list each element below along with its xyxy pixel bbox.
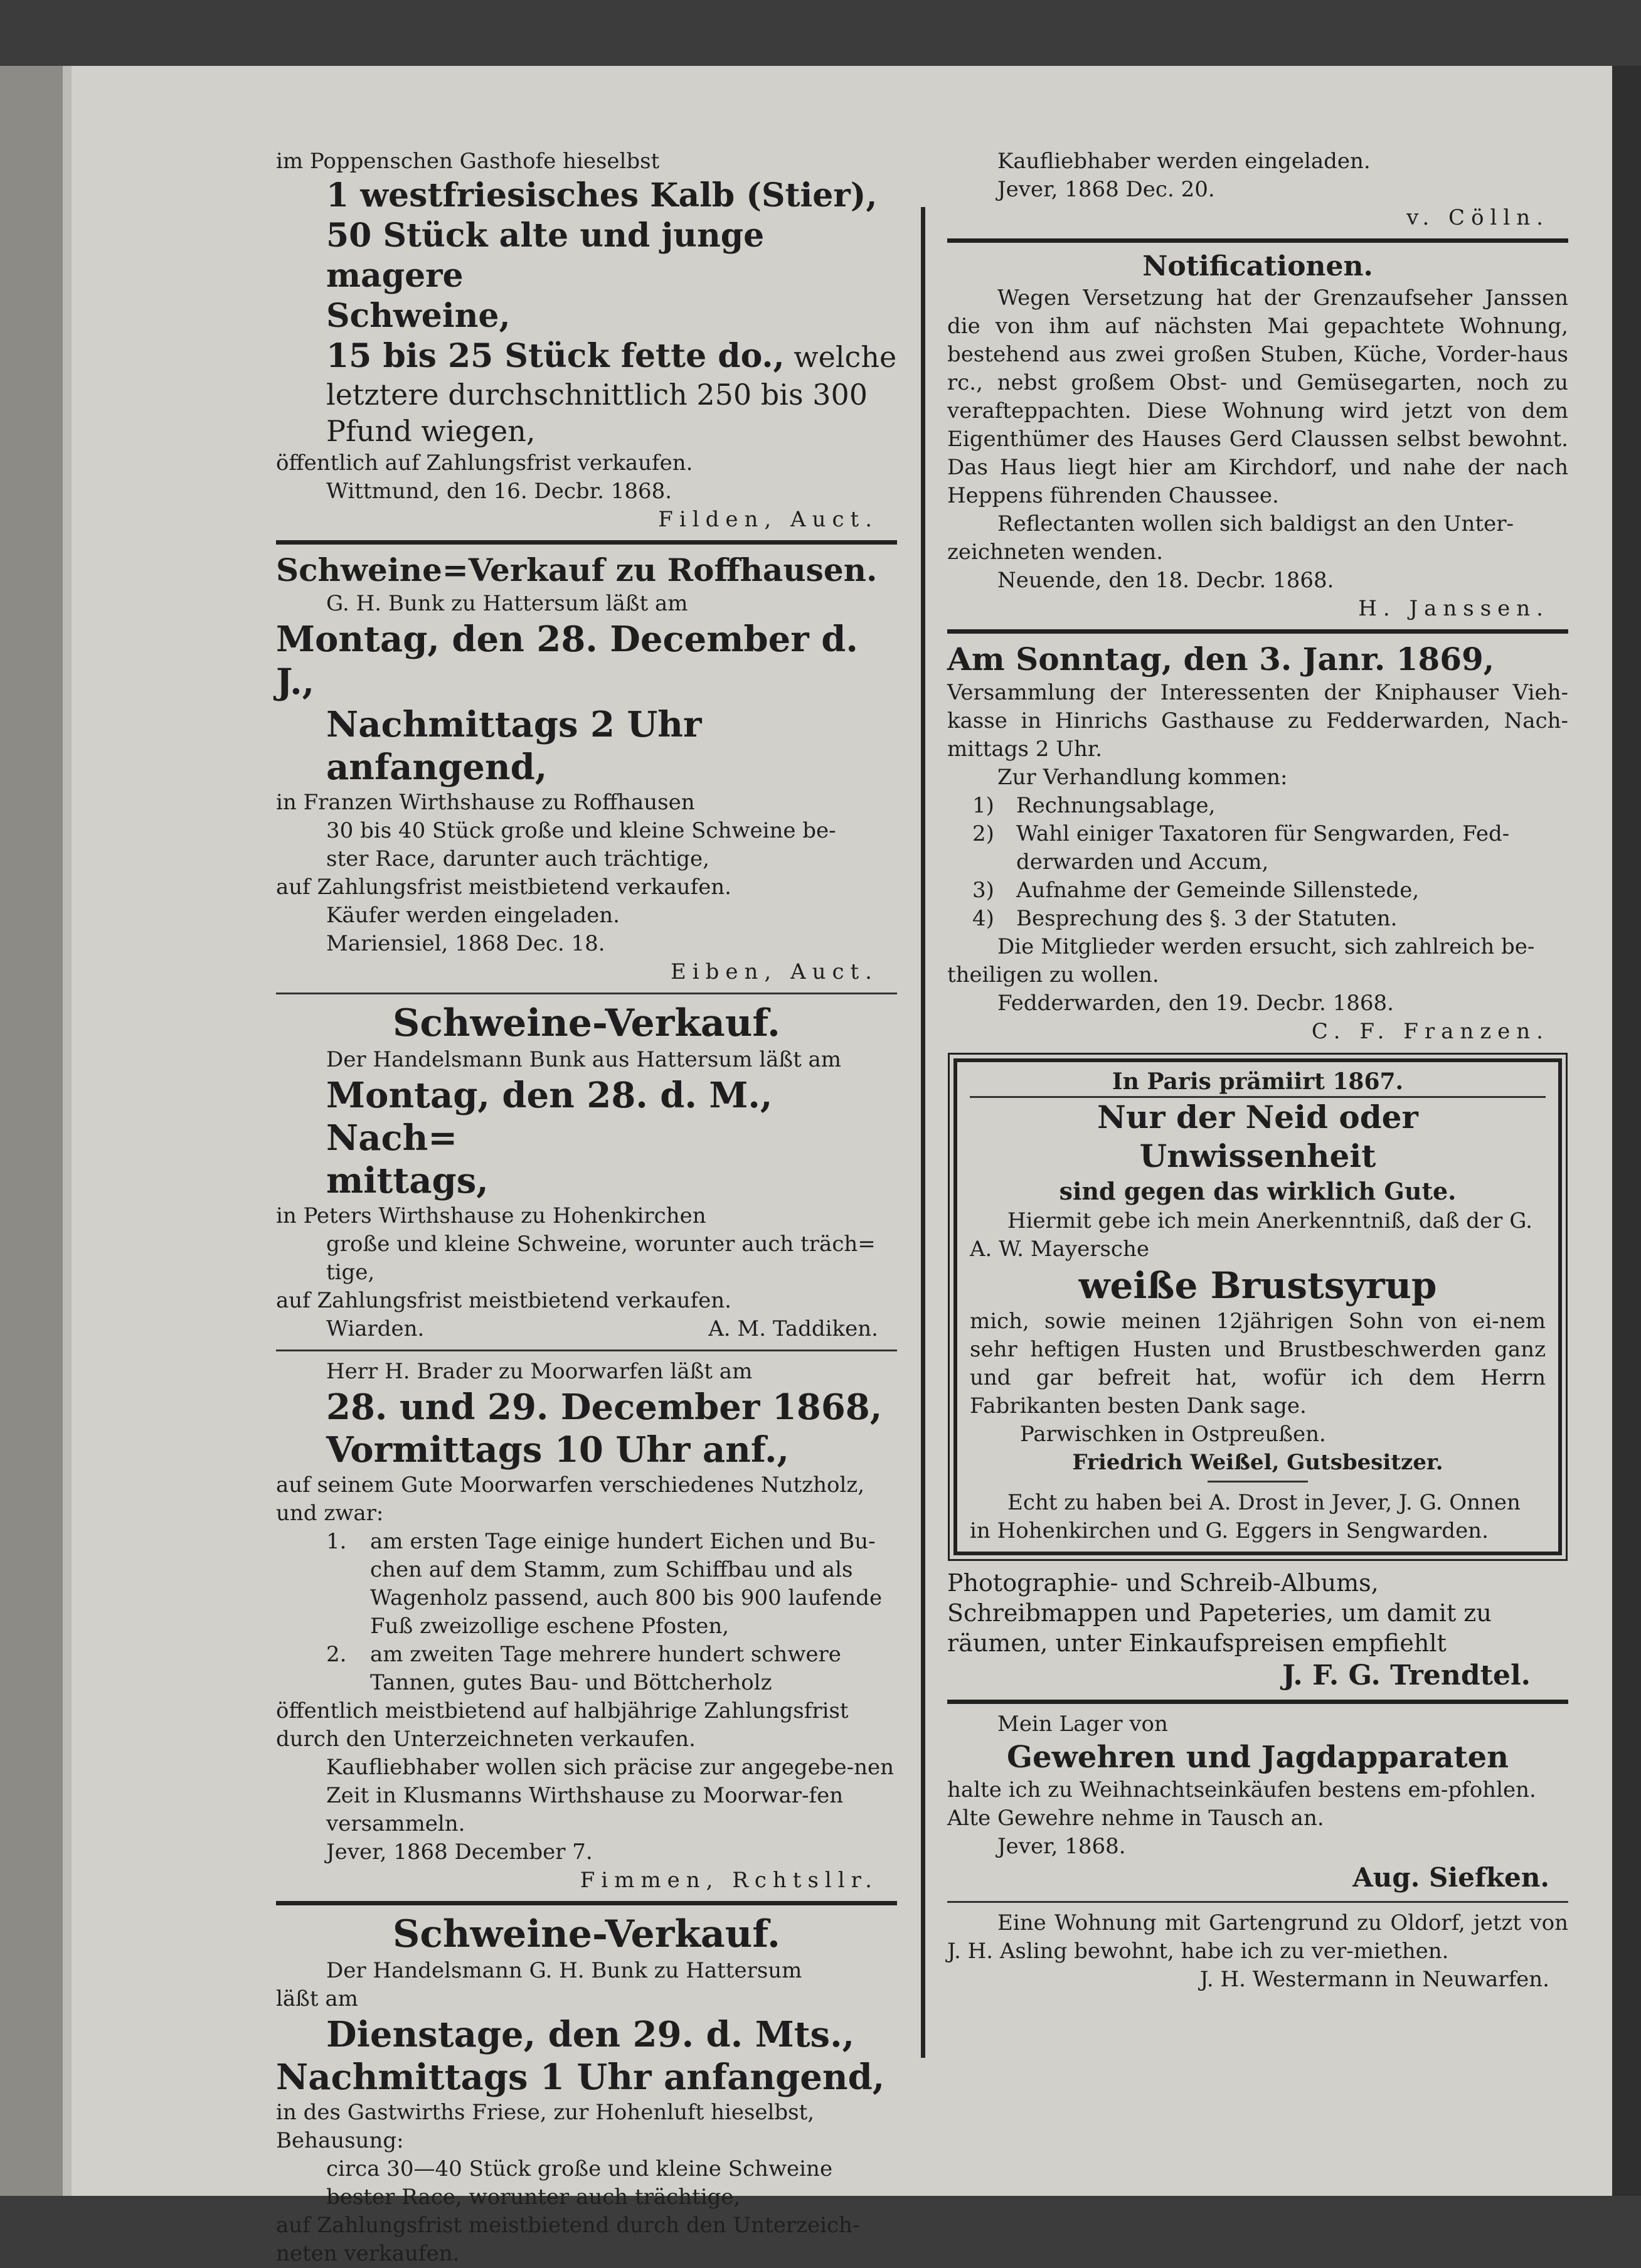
ad-headline: Schweine, bbox=[326, 297, 511, 335]
list-number: 1. bbox=[326, 1529, 347, 1554]
ad-line: tige, bbox=[326, 1260, 375, 1285]
ad-title: Schweine=Verkauf zu Roffhausen. bbox=[276, 551, 878, 588]
ad-notifications bbox=[947, 249, 1568, 623]
ad-line: in des Gastwirths Friese, zur Hohenluft hieselbst, bbox=[276, 2100, 815, 2125]
ad-dateline: Parwischken in Ostpreußen. bbox=[1020, 1422, 1326, 1447]
ad-line: läßt am bbox=[276, 1986, 358, 2011]
ad-signature: v. Cölln. bbox=[1406, 205, 1549, 230]
ad-line: Kaufliebhaber wollen sich präcise zur angegebe-nen Zeit in Klusmanns Wirthshause zu Moorwar-fen versammeln. bbox=[326, 1755, 895, 1836]
ad-trendtel bbox=[947, 1568, 1568, 1693]
list-number: 3) bbox=[972, 878, 994, 903]
list-item bbox=[947, 792, 1568, 820]
ad-headline: 28. und 29. December 1868, bbox=[326, 1387, 883, 1428]
ad-line: Der Handelsmann G. H. Bunk zu Hattersum bbox=[326, 1958, 802, 1983]
ad-dateline: Jever, 1868 Dec. 20. bbox=[997, 177, 1215, 202]
ad-headline: Nur der Neid oder bbox=[1097, 1099, 1418, 1136]
ad-signature: J. F. G. Trendtel. bbox=[1282, 1659, 1531, 1691]
ad-award-line: In Paris prämiirt 1867. bbox=[970, 1067, 1546, 1098]
ad-line: Zur Verhandlung kommen: bbox=[997, 765, 1288, 790]
list-text: am ersten Tage einige hundert Eichen und Bu-chen auf dem Stamm, zum Schiffbau und als Wagenholz passend, auch 800 bis 900 laufende Fuß zweizollige eschene Pfosten, bbox=[370, 1529, 883, 1639]
ad-title: Schweine-Verkauf. bbox=[393, 1001, 780, 1045]
book-spine bbox=[0, 66, 63, 2196]
ad-body: Eine Wohnung mit Gartengrund zu Oldorf, jetzt von J. H. Asling bewohnt, habe ich zu ver-miethen. bbox=[947, 1910, 1568, 1964]
ad-title: Schweine-Verkauf. bbox=[393, 1912, 780, 1956]
ad-separator bbox=[276, 993, 897, 994]
list-text: am zweiten Tage mehrere hundert schwere Tannen, gutes Bau- und Böttcherholz bbox=[370, 1642, 841, 1695]
ad-signature-row bbox=[276, 1315, 897, 1343]
ad-signature: Filden, Auct. bbox=[658, 507, 878, 532]
ad-body: Versammlung der Interessenten der Kniphauser Vieh-kasse in Hinrichs Gasthause zu Fedderwarden, Nach-mittags 2 Uhr. bbox=[947, 680, 1568, 762]
ad-separator bbox=[276, 1901, 897, 1905]
ad-line: auf Zahlungsfrist meistbietend verkaufen. bbox=[276, 1288, 731, 1313]
ad-line: auf seinem Gute Moorwarfen verschiedenes Nutzholz, bbox=[276, 1472, 865, 1498]
list-item bbox=[276, 1641, 897, 1697]
ad-headline: 1 westfriesisches Kalb (Stier), bbox=[326, 176, 878, 215]
ad-meeting bbox=[947, 640, 1568, 1046]
column-divider bbox=[921, 207, 925, 2058]
ad-signature: Friedrich Weißel, Gutsbesitzer. bbox=[1072, 1450, 1443, 1475]
ad-headline bbox=[276, 336, 897, 376]
ad-line: in Franzen Wirthshause zu Roffhausen bbox=[276, 790, 695, 815]
ad-line: Hiermit gebe ich mein Anerkenntniß, daß der G. A. W. Mayersche bbox=[970, 1208, 1532, 1262]
ad-body: halte ich zu Weihnachtseinkäufen bestens em-pfohlen. Alte Gewehre nehme in Tausch an. bbox=[947, 1777, 1536, 1831]
page-edge-shadow bbox=[1612, 66, 1641, 2196]
ad-hohenluft bbox=[276, 1912, 897, 2268]
ad-line: Behausung: bbox=[276, 2128, 404, 2153]
list-text: Rechnungsablage, bbox=[1016, 793, 1216, 818]
ad-dateline: Jever, 1868. bbox=[997, 1834, 1126, 1859]
ad-line: bester Race, worunter auch trächtige, bbox=[326, 2185, 741, 2210]
list-text: Aufnahme der Gemeinde Sillenstede, bbox=[1016, 878, 1420, 903]
ad-separator bbox=[947, 1901, 1568, 1903]
ad-separator bbox=[947, 629, 1568, 634]
ad-title: Am Sonntag, den 3. Janr. 1869, bbox=[947, 641, 1495, 678]
ad-line: Mein Lager von bbox=[997, 1712, 1168, 1737]
ad-westermann bbox=[947, 1909, 1568, 1994]
ad-signature: H. Janssen. bbox=[1358, 596, 1549, 621]
ad-dateline: Mariensiel, 1868 Dec. 18. bbox=[326, 931, 605, 956]
list-number: 2) bbox=[972, 821, 994, 846]
ad-line: Die Mitglieder werden ersucht, sich zahlreich be-theiligen zu wollen. bbox=[947, 934, 1535, 988]
list-text: Wahl einiger Taxatoren für Sengwarden, Fed-derwarden und Accum, bbox=[1016, 821, 1510, 875]
ad-separator bbox=[276, 540, 897, 545]
ad-body: Wegen Versetzung hat der Grenzaufseher Janssen die von ihm auf nächsten Mai gepachtete Wohnung, bestehend aus zwei großen Stuben, Küche, Vorder-haus rc., nebst großem Obst- und Gemüsegarten, noch zu veraftерpachten. Diese Wohnung wird jetzt von dem Eigenthümer des Hauses Gerd Claussen selbst bewohnt. Das Haus liegt hier am Kirchdorf, und nahe der nach Heppens führenden Chaussee. bbox=[947, 285, 1568, 508]
ad-hohenkirchen bbox=[276, 1001, 897, 1343]
ad-calf-pigs bbox=[276, 147, 897, 534]
ad-signature: J. H. Westermann in Neuwarfen. bbox=[1199, 1967, 1549, 1992]
list-number: 4) bbox=[972, 906, 994, 931]
ad-dateline: Neuende, den 18. Decbr. 1868. bbox=[997, 568, 1334, 593]
ad-headline: Unwissenheit bbox=[1139, 1137, 1376, 1174]
ad-brustsyrup-box bbox=[953, 1058, 1562, 1555]
ad-moorwarfen bbox=[276, 1358, 897, 1895]
ad-headline: Dienstage, den 29. d. Mts., bbox=[326, 2014, 855, 2055]
ad-line: Kaufliebhaber werden eingeladen. bbox=[997, 149, 1371, 174]
ad-product-name: weiße Brustsyrup bbox=[1078, 1264, 1437, 1307]
list-item bbox=[276, 1528, 897, 1641]
ad-headline: 50 Stück alte und junge magere bbox=[326, 216, 765, 295]
ad-line: Reflectanten wollen sich baldigst an den Unter-zeichneten wenden. bbox=[947, 511, 1514, 565]
list-item bbox=[947, 876, 1568, 905]
ad-line: auf Zahlungsfrist meistbietend durch den Unterzeich- bbox=[276, 2213, 860, 2238]
ad-subheadline: sind gegen das wirklich Gute. bbox=[1059, 1177, 1457, 1205]
ad-headline-tail: welche bbox=[784, 340, 897, 374]
ad-dateline: Wittmund, den 16. Decbr. 1868. bbox=[326, 479, 672, 504]
list-item bbox=[947, 905, 1568, 933]
ad-body: mich, sowie meinen 12jährigen Sohn von ei-nem sehr heftigen Husten und Brustbeschwerden ganz und gar befreit hat, wofür ich dem Herrn Fabrikanten besten Dank sage. bbox=[970, 1309, 1546, 1419]
ad-line: Der Handelsmann Bunk aus Hattersum läßt am bbox=[326, 1047, 842, 1072]
ad-line: öffentlich meistbietend auf halbjährige Zahlungsfrist durch den Unterzeichneten verkaufen. bbox=[276, 1698, 849, 1752]
ad-separator bbox=[947, 1700, 1568, 1704]
ad-small-rule bbox=[1208, 1481, 1308, 1483]
list-number: 2. bbox=[326, 1642, 347, 1667]
ad-signature: C. F. Franzen. bbox=[1311, 1019, 1549, 1044]
ad-dateline: Fedderwarden, den 19. Decbr. 1868. bbox=[997, 991, 1394, 1016]
ad-line: und zwar: bbox=[276, 1501, 384, 1526]
ad-headline: Vormittags 10 Uhr anf., bbox=[326, 1429, 789, 1471]
ad-line: Käufer werden eingeladen. bbox=[326, 903, 620, 928]
ad-signature: Aug. Siefken. bbox=[1352, 1862, 1549, 1893]
ad-line: circa 30—40 Stück große und kleine Schweine bbox=[326, 2156, 833, 2181]
right-column bbox=[947, 147, 1568, 1994]
ad-line: neten verkaufen. bbox=[276, 2241, 460, 2266]
ad-line: Herr H. Brader zu Moorwarfen läßt am bbox=[326, 1359, 753, 1384]
list-text: Besprechung des §. 3 der Statuten. bbox=[1016, 906, 1398, 931]
list-number: 1) bbox=[972, 793, 994, 818]
ad-line: letztere durchschnittlich 250 bis 300 bbox=[326, 378, 868, 412]
ad-place: Wiarden. bbox=[326, 1316, 425, 1341]
ad-headline: Nachmittags 2 Uhr anfangend, bbox=[326, 704, 702, 788]
ad-line: G. H. Bunk zu Hattersum läßt am bbox=[326, 591, 688, 616]
ad-separator bbox=[947, 238, 1568, 243]
ad-headline: Gewehren und Jagdapparaten bbox=[1006, 1740, 1509, 1775]
ad-line: auf Zahlungsfrist meistbietend verkaufen. bbox=[276, 875, 731, 900]
left-column bbox=[276, 147, 897, 2268]
ad-signature: Eiben, Auct. bbox=[670, 959, 878, 984]
ad-coelln bbox=[947, 147, 1568, 232]
ad-headline: Nachmittags 1 Uhr anfangend, bbox=[276, 2057, 885, 2098]
list-item bbox=[947, 820, 1568, 876]
ad-signature: A. M. Taddiken. bbox=[708, 1316, 878, 1341]
ad-headline: mittags, bbox=[326, 1160, 489, 1201]
ad-body: Photographie- und Schreib-Albums, Schreibmappen und Papeteries, um damit zu räumen, unter Einkaufspreisen empfiehlt bbox=[947, 1569, 1492, 1657]
ad-title: Notificationen. bbox=[1142, 250, 1373, 282]
ad-headline: Montag, den 28. December d. J., bbox=[276, 619, 858, 703]
ad-headline-bold: 15 bis 25 Stück fette do., bbox=[326, 337, 785, 375]
ad-separator bbox=[276, 1350, 897, 1351]
ad-line: ster Race, darunter auch trächtige, bbox=[326, 846, 709, 871]
ad-line: Echt zu haben bei A. Drost in Jever, J. G. Onnen in Hohenkirchen und G. Eggers in Sengwarden. bbox=[970, 1490, 1521, 1543]
ad-line: im Poppenschen Gasthofe hieselbst bbox=[276, 149, 660, 174]
ad-roffhausen bbox=[276, 551, 897, 986]
ad-line: große und kleine Schweine, worunter auch träch= bbox=[326, 1232, 876, 1257]
ad-siefken bbox=[947, 1710, 1568, 1895]
ad-signature: Fimmen, Rchtsllr. bbox=[580, 1868, 878, 1893]
ad-line: Pfund wiegen, bbox=[326, 414, 536, 448]
ad-line: 30 bis 40 Stück große und kleine Schweine be- bbox=[326, 818, 836, 843]
ad-line: in Peters Wirthshause zu Hohenkirchen bbox=[276, 1203, 706, 1228]
ad-headline: Montag, den 28. d. M., Nach= bbox=[326, 1075, 773, 1159]
ad-dateline: Jever, 1868 December 7. bbox=[326, 1839, 593, 1865]
ad-line: öffentlich auf Zahlungsfrist verkaufen. bbox=[276, 450, 693, 476]
